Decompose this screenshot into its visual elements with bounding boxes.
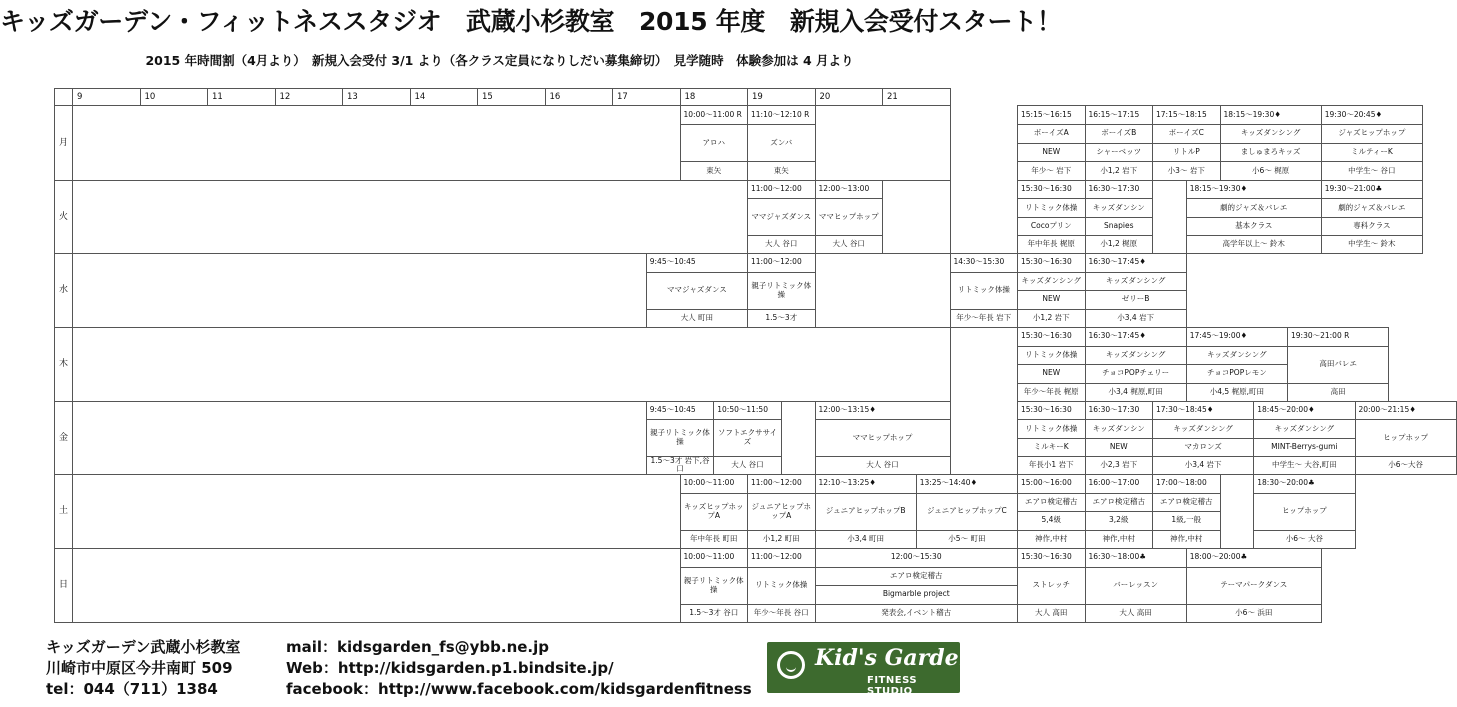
class-time: 15:30〜16:30 — [1017, 548, 1086, 568]
class-instructor: 小1,2 岩下 — [1017, 309, 1086, 329]
class-name: キッズヒップホップA — [680, 493, 749, 531]
class-name: キッズダンシン — [1085, 419, 1154, 438]
hour-header: 10 — [140, 88, 209, 106]
hour-header: 11 — [207, 88, 276, 106]
day-label: 金 — [54, 401, 73, 475]
class-time: 18:00〜20:00♣ — [1186, 548, 1322, 568]
kids-garden-logo — [767, 642, 975, 697]
class-name-sub: シャーベッツ — [1085, 143, 1154, 163]
class-name: 親子リトミック体操 — [646, 419, 715, 457]
class-instructor: 小3,4 岩下 — [1152, 456, 1254, 475]
class-time: 18:15〜19:30♦ — [1220, 105, 1322, 125]
class-name: キッズダンシング — [1017, 272, 1086, 292]
hour-header: 18 — [680, 88, 749, 106]
class-name-sub: 1級,一般 — [1152, 511, 1221, 531]
class-instructor: 神作,中村 — [1017, 530, 1086, 550]
class-time: 16:30〜17:30 — [1085, 401, 1154, 420]
class-instructor: 小3〜 岩下 — [1152, 161, 1221, 181]
class-name: リトミック体操 — [747, 567, 816, 605]
class-name: 劇的ジャズ＆バレエ — [1321, 198, 1423, 217]
class-time: 14:30〜15:30 — [950, 253, 1019, 273]
class-name: キッズダンシング — [1085, 272, 1187, 292]
hour-header: 21 — [882, 88, 951, 106]
class-name: ジャズヒップホップ — [1321, 124, 1423, 144]
day-label: 月 — [54, 105, 73, 181]
class-name: キッズダンシング — [1186, 346, 1288, 366]
day-label: 水 — [54, 253, 73, 328]
class-time: 10:00〜11:00 — [680, 548, 749, 568]
class-name: ボーイズC — [1152, 124, 1221, 144]
class-time: 12:00〜13:15♦ — [815, 401, 951, 420]
page-subtitle: 2015 年時間割（4月より） 新規入会受付 3/1 より（各クラス定員になりしだい募集締切） 見学随時 体験参加は 4 月より — [145, 53, 854, 68]
class-name: ジュニアヒップホップB — [815, 493, 917, 531]
class-name: ボーイズB — [1085, 124, 1154, 144]
studio-name: キッズガーデン武蔵小杉教室 — [46, 638, 241, 656]
studio-tel: tel：044（711）1384 — [46, 680, 218, 698]
class-time: 12:10〜13:25♦ — [815, 474, 917, 494]
class-time: 17:45〜19:00♦ — [1186, 327, 1288, 347]
class-time: 16:30〜17:30 — [1085, 180, 1154, 199]
class-name: 高田バレエ — [1287, 346, 1389, 384]
hour-header: 15 — [477, 88, 546, 106]
day-row-background — [72, 105, 951, 181]
hour-header: 16 — [545, 88, 614, 106]
class-time: 15:30〜16:30 — [1017, 327, 1086, 347]
class-time: 16:00〜17:00 — [1085, 474, 1154, 494]
hour-header: 9 — [72, 88, 141, 106]
class-instructor: 大人 谷口 — [747, 235, 816, 254]
class-name: ママジャズダンス — [747, 198, 816, 236]
class-name: リトミック体操 — [1017, 419, 1086, 438]
class-instructor: 中学生〜 鈴木 — [1321, 235, 1423, 254]
contact-web[interactable]: Web：http://kidsgarden.p1.bindsite.jp/ — [286, 659, 614, 677]
class-time: 18:45〜20:00♦ — [1253, 401, 1355, 420]
class-time: 19:30〜21:00♣ — [1321, 180, 1423, 199]
class-time: 16:30〜18:00♣ — [1085, 548, 1187, 568]
class-instructor: 年少〜年長 梶原 — [1017, 383, 1086, 403]
class-name: キッズダンシング — [1253, 419, 1355, 438]
class-name-sub: マカロンズ — [1152, 438, 1254, 457]
footer-studio-info — [46, 637, 240, 700]
class-instructor: 中学生〜 谷口 — [1321, 161, 1423, 181]
class-instructor: 中学生〜 大谷,町田 — [1253, 456, 1355, 475]
class-name-sub: 専科クラス — [1321, 217, 1423, 236]
class-instructor: 年長小1 岩下 — [1017, 456, 1086, 475]
class-instructor: 小3,4 梶原,町田 — [1085, 383, 1187, 403]
class-time: 15:00〜16:00 — [1017, 474, 1086, 494]
class-name: リトミック体操 — [950, 272, 1019, 310]
class-instructor: 小6〜 浜田 — [1186, 604, 1322, 624]
class-name: バーレッスン — [1085, 567, 1187, 605]
class-instructor: 年中年長 町田 — [680, 530, 749, 550]
class-instructor: 1.5〜3才 — [747, 309, 816, 329]
day-label: 木 — [54, 327, 73, 402]
contact-facebook[interactable]: facebook：http://www.facebook.com/kidsgardenfitness — [286, 680, 752, 698]
class-instructor: 大人 谷口 — [815, 456, 951, 475]
class-time: 12:00〜15:30 — [815, 548, 1019, 568]
class-instructor: 1.5〜3才 岩下,谷口 — [646, 456, 715, 475]
class-instructor: 大人 谷口 — [815, 235, 884, 254]
class-time: 10:50〜11:50 — [713, 401, 782, 420]
contact-mail[interactable]: mail：kidsgarden_fs@ybb.ne.jp — [286, 638, 549, 656]
footer-contact-info — [286, 637, 752, 700]
class-instructor: 小6〜 梶原 — [1220, 161, 1322, 181]
class-instructor: 大人 高田 — [1085, 604, 1187, 624]
class-name: ソフトエクササイズ — [713, 419, 782, 457]
class-instructor: 神作,中村 — [1152, 530, 1221, 550]
class-name: ストレッチ — [1017, 567, 1086, 605]
logo-tagline: FITNESS STUDIO — [867, 675, 918, 697]
class-name-sub: NEW — [1017, 364, 1086, 384]
class-name: 劇的ジャズ＆バレエ — [1186, 198, 1322, 217]
day-label: 土 — [54, 474, 73, 549]
class-instructor: 小5〜 町田 — [916, 530, 1018, 550]
class-time: 9:45〜10:45 — [646, 401, 715, 420]
class-instructor: 小1,2 町田 — [747, 530, 816, 550]
class-time: 17:30〜18:45♦ — [1152, 401, 1254, 420]
class-name: エアロ検定稽古 — [1085, 493, 1154, 513]
class-name-sub: ゼリーB — [1085, 290, 1187, 310]
class-instructor: 小1,2 岩下 — [1085, 161, 1154, 181]
class-name: 親子リトミック体操 — [680, 567, 749, 605]
class-time: 11:10〜12:10 R — [747, 105, 816, 125]
class-name: ママヒップホップ — [815, 198, 884, 236]
class-name-sub: ましゅまろキッズ — [1220, 143, 1322, 163]
hour-header: 17 — [612, 88, 681, 106]
class-instructor: 小6〜大谷 — [1355, 456, 1457, 475]
class-time: 15:30〜16:30 — [1017, 401, 1086, 420]
class-time: 20:00〜21:15♦ — [1355, 401, 1457, 420]
logo-brand: Kid's Garden — [815, 645, 975, 671]
class-instructor: 年少〜年長 岩下 — [950, 309, 1019, 329]
class-name-sub: ミルキーK — [1017, 438, 1086, 457]
day-label: 火 — [54, 180, 73, 254]
class-name: エアロ検定稽古 — [815, 567, 1019, 587]
class-time: 11:00〜12:00 — [747, 180, 816, 199]
day-row-background — [72, 253, 951, 328]
class-instructor: 大人 谷口 — [713, 456, 782, 475]
class-instructor: 大人 高田 — [1017, 604, 1086, 624]
class-name-sub: 基本クラス — [1186, 217, 1322, 236]
studio-address: 川崎市中原区今井南町 509 — [46, 659, 233, 677]
class-instructor: 1.5〜3才 谷口 — [680, 604, 749, 624]
class-instructor: 小6〜 大谷 — [1253, 530, 1355, 550]
class-instructor: 高田 — [1287, 383, 1389, 403]
class-time: 9:45〜10:45 — [646, 253, 748, 273]
class-time: 11:00〜12:00 — [747, 474, 816, 494]
hour-header: 13 — [342, 88, 411, 106]
class-instructor: 東矢 — [747, 161, 816, 181]
day-label: 日 — [54, 548, 73, 623]
class-name: ヒップホップ — [1355, 419, 1457, 457]
class-instructor: 小2,3 岩下 — [1085, 456, 1154, 475]
class-name: リトミック体操 — [1017, 198, 1086, 217]
class-name: テーマパークダンス — [1186, 567, 1322, 605]
class-name-sub: 3,2級 — [1085, 511, 1154, 531]
class-name: ジュニアヒップホップC — [916, 493, 1018, 531]
class-name-sub: リトルP — [1152, 143, 1221, 163]
class-time: 15:15〜16:15 — [1017, 105, 1086, 125]
class-instructor: 小1,2 梶原 — [1085, 235, 1154, 254]
class-name: 親子リトミック体操 — [747, 272, 816, 310]
class-time: 19:30〜21:00 R — [1287, 327, 1389, 347]
class-instructor: 年中年長 梶原 — [1017, 235, 1086, 254]
class-name: ズンバ — [747, 124, 816, 163]
day-row-background — [72, 327, 951, 402]
class-time: 16:30〜17:45♦ — [1085, 327, 1187, 347]
class-name: ボーイズA — [1017, 124, 1086, 144]
class-name: ヒップホップ — [1253, 493, 1355, 531]
class-name: ママヒップホップ — [815, 419, 951, 457]
class-name: エアロ検定稽古 — [1017, 493, 1086, 513]
class-name: キッズダンシング — [1220, 124, 1322, 144]
class-instructor: 小3,4 町田 — [815, 530, 917, 550]
class-instructor: 年少〜 岩下 — [1017, 161, 1086, 181]
class-name: リトミック体操 — [1017, 346, 1086, 366]
class-name-sub: MINT-Berrys-gumi — [1253, 438, 1355, 457]
class-name-sub: Cocoプリン — [1017, 217, 1086, 236]
class-time: 18:15〜19:30♦ — [1186, 180, 1322, 199]
class-name-sub: ミルティーK — [1321, 143, 1423, 163]
class-time: 17:15〜18:15 — [1152, 105, 1221, 125]
class-time: 16:30〜17:45♦ — [1085, 253, 1187, 273]
hour-header: 12 — [275, 88, 344, 106]
class-name: キッズダンシン — [1085, 198, 1154, 217]
class-name: ジュニアヒップホップA — [747, 493, 816, 531]
class-instructor: 高学年以上〜 鈴木 — [1186, 235, 1322, 254]
class-time: 10:00〜11:00 — [680, 474, 749, 494]
class-time: 18:30〜20:00♣ — [1253, 474, 1355, 494]
class-time: 15:30〜16:30 — [1017, 180, 1086, 199]
class-name: ママジャズダンス — [646, 272, 748, 310]
class-time: 16:15〜17:15 — [1085, 105, 1154, 125]
class-name-sub: NEW — [1085, 438, 1154, 457]
class-instructor: 東矢 — [680, 161, 749, 181]
class-name: エアロ検定稽古 — [1152, 493, 1221, 513]
class-name: キッズダンシング — [1085, 346, 1187, 366]
hour-header: 20 — [815, 88, 884, 106]
class-instructor: 年少〜年長 谷口 — [747, 604, 816, 624]
hour-header: 19 — [747, 88, 816, 106]
class-time: 13:25〜14:40♦ — [916, 474, 1018, 494]
class-time: 12:00〜13:00 — [815, 180, 884, 199]
class-time: 15:30〜16:30 — [1017, 253, 1086, 273]
class-instructor: 小4,5 梶原,町田 — [1186, 383, 1288, 403]
class-instructor: 大人 町田 — [646, 309, 748, 329]
class-name-sub: 5,4級 — [1017, 511, 1086, 531]
class-name-sub: チョコPOPレモン — [1186, 364, 1288, 384]
class-name-sub: チョコPOPチェリー — [1085, 364, 1187, 384]
class-time: 10:00〜11:00 R — [680, 105, 749, 125]
smile-face-icon — [777, 651, 805, 679]
class-time: 17:00〜18:00 — [1152, 474, 1221, 494]
class-name-sub: NEW — [1017, 290, 1086, 310]
page-title: キッズガーデン・フィットネススタジオ 武蔵小杉教室 2015 年度 新規入会受付スタート！ — [0, 7, 1062, 36]
class-name-sub: Snapies — [1085, 217, 1154, 236]
class-instructor: 小3,4 岩下 — [1085, 309, 1187, 329]
class-time: 11:00〜12:00 — [747, 253, 816, 273]
class-name-sub: Bigmarble project — [815, 585, 1019, 605]
class-instructor: 神作,中村 — [1085, 530, 1154, 550]
hour-header-corner — [54, 88, 73, 106]
class-name-sub: NEW — [1017, 143, 1086, 163]
class-name: アロハ — [680, 124, 749, 163]
hour-header: 14 — [410, 88, 479, 106]
class-time: 11:00〜12:00 — [747, 548, 816, 568]
class-name: キッズダンシング — [1152, 419, 1254, 438]
class-time: 19:30〜20:45♦ — [1321, 105, 1423, 125]
class-instructor: 発表会,イベント稽古 — [815, 604, 1019, 624]
